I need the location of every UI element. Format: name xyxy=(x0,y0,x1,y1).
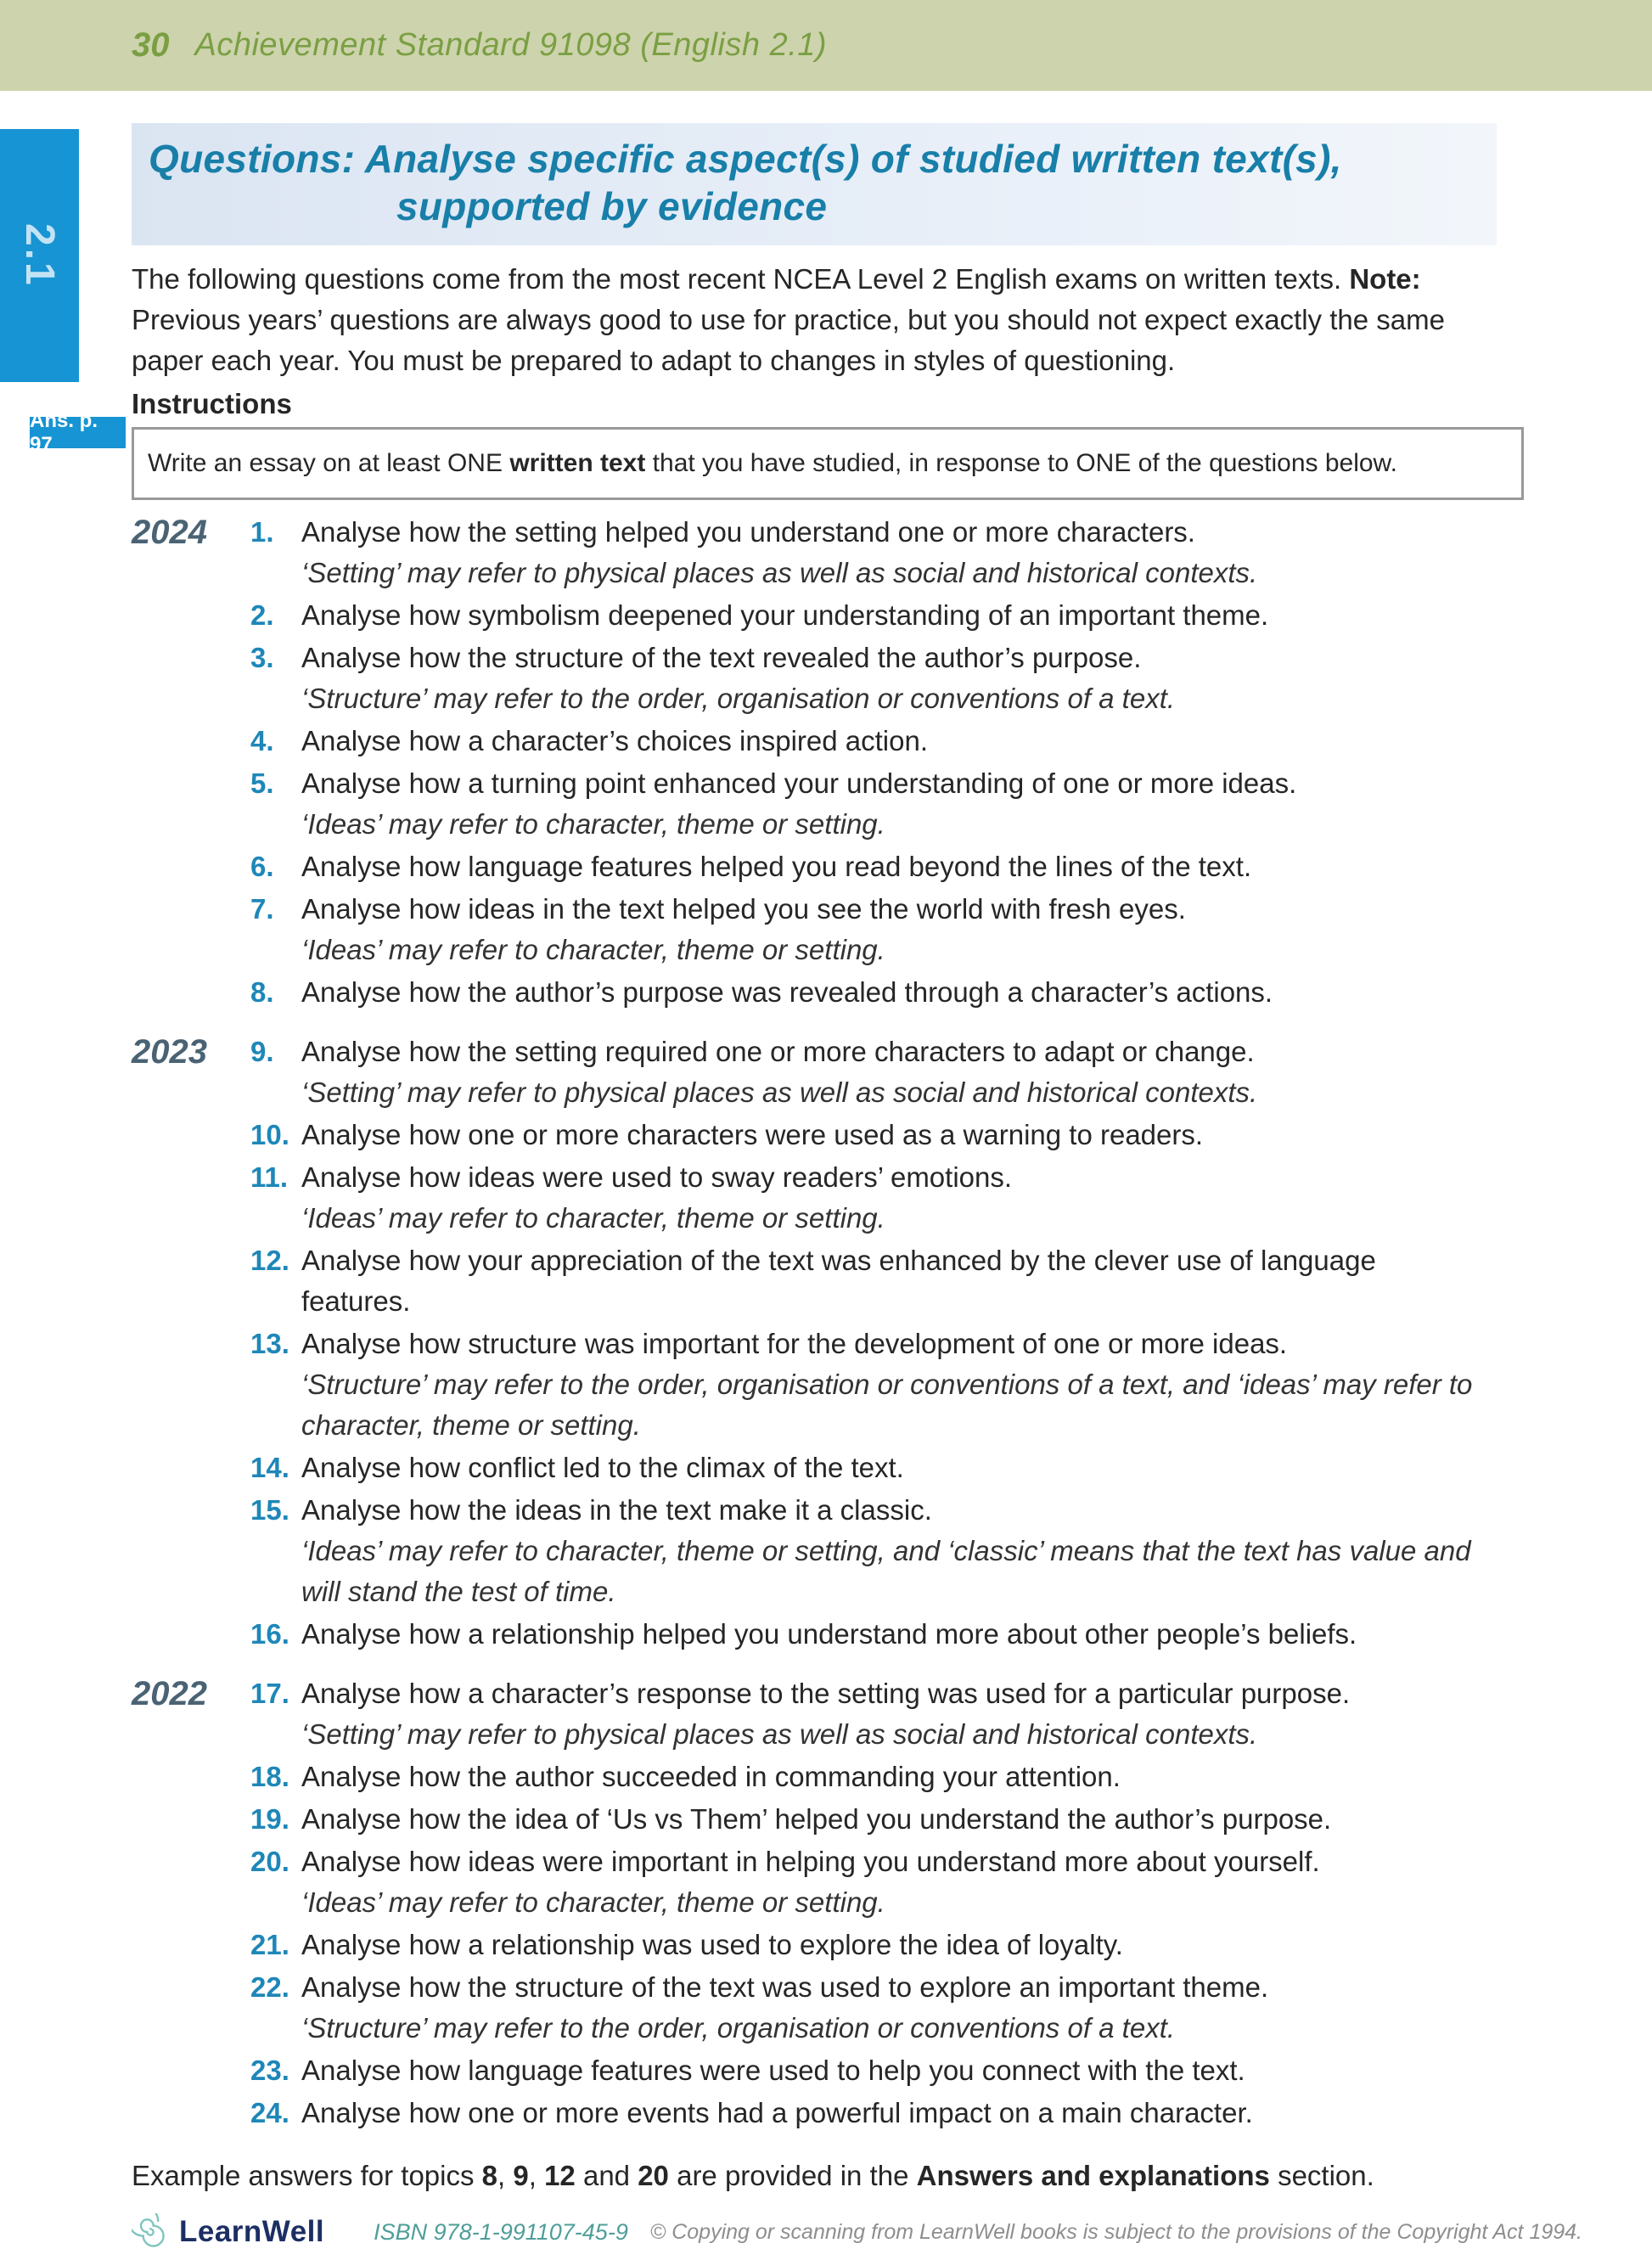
year-spacer xyxy=(132,763,250,845)
question-note: ‘Ideas’ may refer to character, theme or setting. xyxy=(301,1202,885,1234)
question-number: 12. xyxy=(250,1245,289,1276)
question-number: 9. xyxy=(250,1036,274,1067)
question-note: ‘Structure’ may refer to the order, organisation or conventions of a text, and ‘ideas’ may refer to character, theme or setting. xyxy=(301,1369,1473,1441)
question-list xyxy=(132,512,1524,2134)
question-number: 16. xyxy=(250,1618,289,1650)
question-number: 1. xyxy=(250,516,274,548)
question-body xyxy=(301,846,1490,887)
question-statement: Analyse how the ideas in the text make it a classic. xyxy=(301,1494,932,1526)
question-body xyxy=(301,1925,1490,1965)
question-statement: Analyse how a turning point enhanced your understanding of one or more ideas. xyxy=(301,767,1297,799)
question-row xyxy=(132,1673,1524,1755)
question-body xyxy=(301,889,1490,970)
year-spacer xyxy=(132,889,250,970)
year-spacer xyxy=(132,2093,250,2134)
instruction-box-wrapper xyxy=(30,408,1524,500)
answers-page-badge: Ans. p. 97 xyxy=(30,417,126,448)
isbn-text: ISBN 978-1-991107-45-9 xyxy=(374,2218,628,2245)
year-spacer xyxy=(132,1324,250,1446)
question-body xyxy=(301,1324,1490,1446)
year-spacer xyxy=(132,1240,250,1322)
year-spacer xyxy=(132,1157,250,1239)
question-statement: Analyse how the setting helped you understand one or more characters. xyxy=(301,516,1195,548)
intro-paragraph: The following questions come from the most recent NCEA Level 2 English exams on written texts. Note: Previous years’ questions are always good to use for practice, but you should not expect exactly the same paper each year. You must be prepared to adapt to changes in styles of questioning. xyxy=(132,263,1445,376)
question-statement: Analyse how ideas were used to sway readers’ emotions. xyxy=(301,1161,1013,1193)
learnwell-logo-icon xyxy=(132,2213,169,2251)
year-spacer xyxy=(132,1614,250,1655)
question-row xyxy=(132,889,1524,970)
question-statement: Analyse how a relationship helped you understand more about other people’s beliefs. xyxy=(301,1618,1357,1650)
year-label: 2024 xyxy=(132,514,207,551)
question-statement: Analyse how one or more events had a powerful impact on a main character. xyxy=(301,2097,1253,2128)
question-statement: Analyse how structure was important for the development of one or more ideas. xyxy=(301,1328,1288,1359)
question-row xyxy=(132,763,1524,845)
question-number: 18. xyxy=(250,1761,289,1792)
question-statement: Analyse how the author’s purpose was revealed through a character’s actions. xyxy=(301,976,1273,1008)
page-footer xyxy=(132,2213,1583,2251)
question-body xyxy=(301,1115,1490,1155)
question-row xyxy=(132,1614,1524,1655)
question-body xyxy=(301,1799,1490,1840)
question-note: ‘Ideas’ may refer to character, theme or setting, and ‘classic’ means that the text has value and will stand the test of time. xyxy=(301,1535,1471,1607)
question-body xyxy=(301,1673,1490,1755)
question-statement: Analyse how the idea of ‘Us vs Them’ helped you understand the author’s purpose. xyxy=(301,1803,1332,1835)
year-spacer xyxy=(132,638,250,719)
question-body xyxy=(301,1841,1490,1923)
question-note: ‘Ideas’ may refer to character, theme or setting. xyxy=(301,808,885,840)
closing-note: Example answers for topics 8, 9, 12 and 20 are provided in the Answers and explanations section. xyxy=(132,2160,1374,2191)
question-body xyxy=(301,1967,1490,2049)
question-number: 11. xyxy=(250,1161,289,1193)
question-row xyxy=(132,1967,1524,2049)
question-body xyxy=(301,1757,1490,1797)
question-number: 24. xyxy=(250,2097,289,2128)
question-row xyxy=(132,1448,1524,1488)
question-body xyxy=(301,638,1490,719)
question-number: 5. xyxy=(250,767,274,799)
question-number: 10. xyxy=(250,1119,289,1150)
question-body xyxy=(301,2050,1490,2091)
question-body xyxy=(301,763,1490,845)
year-spacer xyxy=(132,1925,250,1965)
year-spacer xyxy=(132,2050,250,2091)
question-statement: Analyse how language features were used to help you connect with the text. xyxy=(301,2055,1245,2086)
question-statement: Analyse how a relationship was used to explore the idea of loyalty. xyxy=(301,1929,1123,1960)
year-spacer xyxy=(132,1115,250,1155)
question-row xyxy=(132,595,1524,636)
page-header xyxy=(0,0,1652,91)
question-row xyxy=(132,1032,1524,1113)
question-statement: Analyse how conflict led to the climax of the text. xyxy=(301,1452,904,1483)
question-statement: Analyse how ideas were important in helping you understand more about yourself. xyxy=(301,1846,1320,1877)
question-number: 8. xyxy=(250,976,274,1008)
question-number: 19. xyxy=(250,1803,289,1835)
question-row xyxy=(132,972,1524,1013)
question-statement: Analyse how your appreciation of the text was enhanced by the clever use of language features. xyxy=(301,1245,1376,1317)
question-row xyxy=(132,1157,1524,1239)
question-body xyxy=(301,2093,1490,2134)
question-number: 4. xyxy=(250,725,274,756)
question-row xyxy=(132,512,1524,593)
page-content xyxy=(0,123,1652,2251)
year-spacer xyxy=(132,1490,250,1612)
question-statement: Analyse how symbolism deepened your understanding of an important theme. xyxy=(301,599,1269,631)
question-row xyxy=(132,1324,1524,1446)
section-title-line1: Questions: Analyse specific aspect(s) of studied written text(s), xyxy=(149,137,1342,181)
year-spacer xyxy=(132,1967,250,2049)
question-number: 14. xyxy=(250,1452,289,1483)
question-statement: Analyse how the setting required one or more characters to adapt or change. xyxy=(301,1036,1255,1067)
question-number: 2. xyxy=(250,599,274,631)
question-row xyxy=(132,1115,1524,1155)
question-row xyxy=(132,2093,1524,2134)
question-statement: Analyse how one or more characters were used as a warning to readers. xyxy=(301,1119,1204,1150)
question-number: 6. xyxy=(250,851,274,882)
question-number: 20. xyxy=(250,1846,289,1877)
year-spacer xyxy=(132,1799,250,1840)
header-title: Achievement Standard 91098 (English 2.1) xyxy=(194,27,828,63)
question-number: 15. xyxy=(250,1494,289,1526)
question-note: ‘Structure’ may refer to the order, organisation or conventions of a text. xyxy=(301,683,1176,714)
year-spacer xyxy=(132,846,250,887)
page-number: 30 xyxy=(132,26,170,64)
question-statement: Analyse how the structure of the text revealed the author’s purpose. xyxy=(301,642,1142,673)
year-spacer xyxy=(132,1841,250,1923)
question-number: 13. xyxy=(250,1328,289,1359)
question-number: 7. xyxy=(250,893,274,925)
question-row xyxy=(132,721,1524,762)
question-row xyxy=(132,1490,1524,1612)
year-spacer xyxy=(132,1757,250,1797)
instruction-text: Write an essay on at least ONE written text that you have studied, in response to ONE of the questions below. xyxy=(148,449,1397,477)
question-body xyxy=(301,1490,1490,1612)
question-body xyxy=(301,512,1490,593)
question-row xyxy=(132,846,1524,887)
year-spacer xyxy=(132,595,250,636)
question-statement: Analyse how a character’s choices inspired action. xyxy=(301,725,929,756)
question-number: 22. xyxy=(250,1971,289,2003)
question-note: ‘Setting’ may refer to physical places as well as social and historical contexts. xyxy=(301,1077,1258,1108)
question-row xyxy=(132,1757,1524,1797)
question-note: ‘Setting’ may refer to physical places as well as social and historical contexts. xyxy=(301,557,1258,588)
question-row xyxy=(132,638,1524,719)
instruction-box xyxy=(132,427,1524,500)
year-spacer xyxy=(132,972,250,1013)
year-label: 2022 xyxy=(132,1675,207,1712)
question-number: 17. xyxy=(250,1678,289,1709)
year-label: 2023 xyxy=(132,1033,207,1071)
year-spacer xyxy=(132,721,250,762)
question-note: ‘Structure’ may refer to the order, organisation or conventions of a text. xyxy=(301,2012,1176,2044)
copyright-text: © Copying or scanning from LearnWell books is subject to the provisions of the Copyright Act 1994. xyxy=(649,2219,1583,2244)
question-row xyxy=(132,1841,1524,1923)
question-body xyxy=(301,1032,1490,1113)
section-title-line2: supported by evidence xyxy=(396,184,828,228)
question-statement: Analyse how a character’s response to the setting was used for a particular purpose. xyxy=(301,1678,1351,1709)
question-row xyxy=(132,2050,1524,2091)
question-number: 23. xyxy=(250,2055,289,2086)
chapter-tab-label: 2.1 xyxy=(17,223,62,288)
question-body xyxy=(301,1448,1490,1488)
brand-name: LearnWell xyxy=(179,2215,325,2248)
question-note: ‘Ideas’ may refer to character, theme or setting. xyxy=(301,934,885,965)
question-number: 3. xyxy=(250,642,274,673)
question-row xyxy=(132,1799,1524,1840)
section-title-block xyxy=(132,123,1497,245)
year-spacer xyxy=(132,1448,250,1488)
question-number: 21. xyxy=(250,1929,289,1960)
question-body xyxy=(301,1157,1490,1239)
question-note: ‘Setting’ may refer to physical places as well as social and historical contexts. xyxy=(301,1718,1258,1750)
question-body xyxy=(301,595,1490,636)
question-body xyxy=(301,1614,1490,1655)
question-body xyxy=(301,721,1490,762)
question-statement: Analyse how the structure of the text was used to explore an important theme. xyxy=(301,1971,1269,2003)
question-body xyxy=(301,1240,1490,1322)
question-statement: Analyse how language features helped you read beyond the lines of the text. xyxy=(301,851,1252,882)
question-statement: Analyse how ideas in the text helped you see the world with fresh eyes. xyxy=(301,893,1186,925)
question-statement: Analyse how the author succeeded in commanding your attention. xyxy=(301,1761,1121,1792)
question-row xyxy=(132,1240,1524,1322)
question-note: ‘Ideas’ may refer to character, theme or setting. xyxy=(301,1886,885,1918)
question-row xyxy=(132,1925,1524,1965)
instructions-heading: Instructions xyxy=(132,388,292,419)
question-body xyxy=(301,972,1490,1013)
